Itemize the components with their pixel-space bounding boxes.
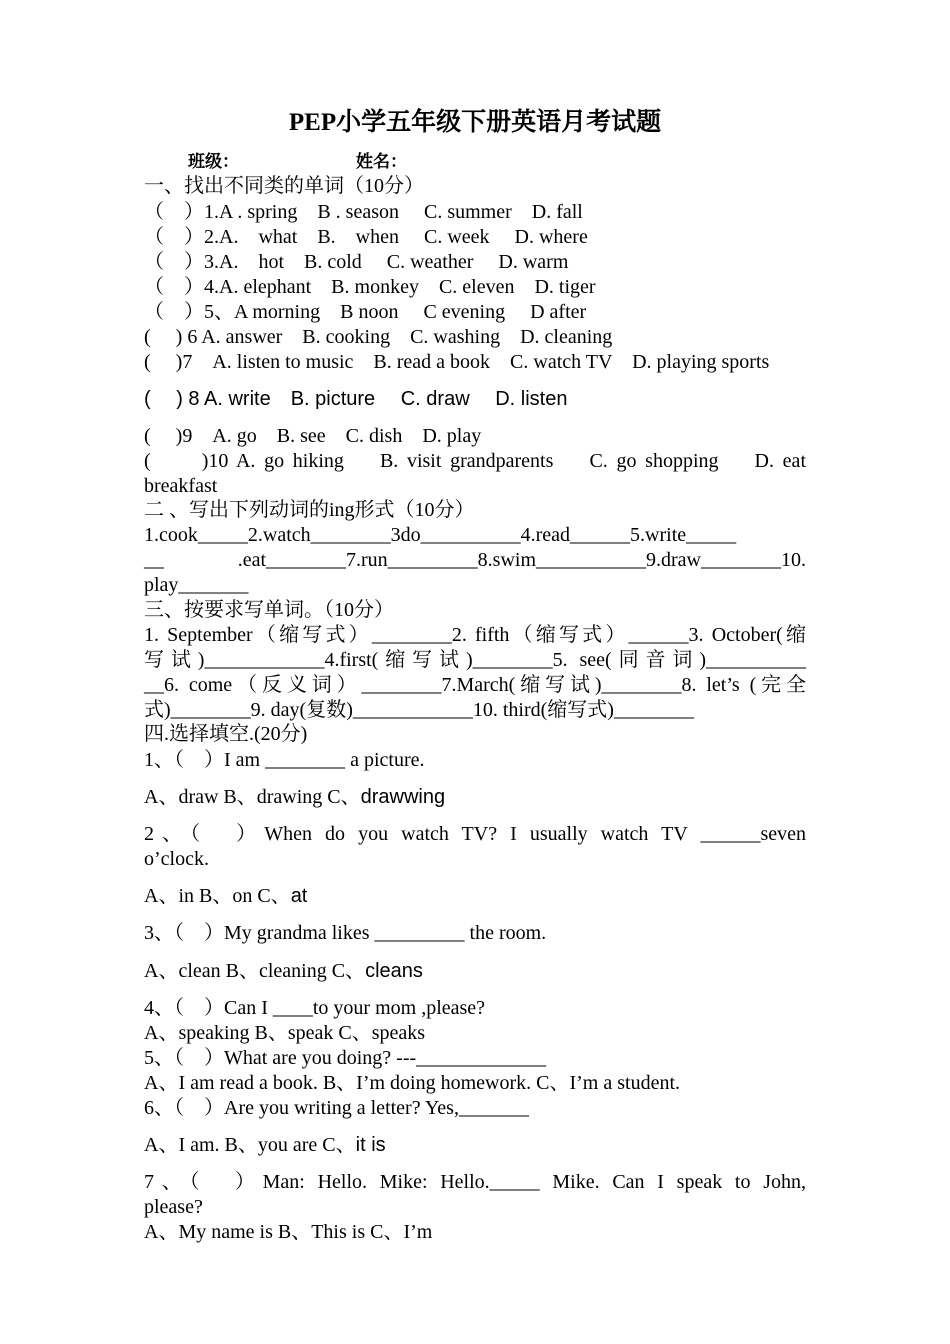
- question-7-options: A、My name is B、This is C、I’m: [144, 1221, 433, 1243]
- name-label: 姓名：: [356, 152, 407, 171]
- question-4: 4、（ ）Can I ____to your mom ,please?: [144, 997, 486, 1019]
- section1-item-9: ( )9 A. go B. see C. dish D. play: [144, 425, 482, 447]
- question-1-options-tail: drawwing: [360, 786, 446, 808]
- question-2-options-main: A、in B、on C、: [144, 885, 291, 907]
- section2-heading: 二 、写出下列动词的ing形式（10分）: [144, 499, 475, 521]
- question-4-options: A、speaking B、speak C、speaks: [144, 1022, 426, 1044]
- section3-heading: 三、按要求写单词。（10分）: [144, 599, 394, 621]
- question-2-line1: 2、（ ）When do you watch TV? I usually watch TV ______seven: [144, 823, 806, 845]
- class-label: 班级：: [188, 152, 239, 171]
- section1-heading: 一、找出不同类的单词（10分）: [144, 175, 424, 197]
- question-3: 3、（ ）My grandma likes _________ the room.: [144, 922, 547, 944]
- question-6: 6、（ ）Are you writing a letter? Yes,_______: [144, 1097, 529, 1119]
- section2-line-3: play_______: [144, 574, 249, 596]
- section1-item-4: （ ）4.A. elephant B. monkey C. eleven D. tiger: [144, 276, 596, 298]
- section1-item-5: （ ）5、A morning B noon C evening D after: [144, 301, 587, 323]
- question-2-options-tail: at: [290, 885, 308, 907]
- section1-item-7: ( )7 A. listen to music B. read a book C. watch TV D. playing sports: [144, 351, 770, 373]
- question-6-options-main: A、I am. B、you are C、: [144, 1134, 356, 1156]
- section1-item-3: （ ）3.A. hot B. cold C. weather D. warm: [144, 251, 569, 273]
- section1-item-10-line2: breakfast: [144, 475, 218, 497]
- section1-item-6: ( ) 6 A. answer B. cooking C. washing D. cleaning: [144, 326, 613, 348]
- section1-item-1: （ ）1.A . spring B . season C. summer D. fall: [144, 201, 583, 223]
- question-5: 5、（ ）What are you doing? ---_____________: [144, 1047, 547, 1069]
- section2-line-2: __ .eat________7.run_________8.swim___________9.draw________10.: [144, 549, 806, 571]
- question-1-options: [144, 785, 806, 810]
- question-3-options: [144, 959, 806, 984]
- question-7-line2: please?: [144, 1196, 203, 1218]
- question-2-options: [144, 884, 806, 909]
- question-6-options-tail: it is: [355, 1134, 386, 1156]
- section3-line-4: 式)________9. day(复数)____________10. third(缩写式)________: [144, 699, 694, 721]
- question-5-options: A、I am read a book. B、I’m doing homework. C、I’m a student.: [144, 1072, 681, 1094]
- section4-heading: 四.选择填空.(20分): [144, 723, 308, 745]
- section3-line-3: __6. come（反义词）________7.March(缩写试)________8. let’s (完全: [144, 674, 806, 696]
- section1-item-10-line1: ( )10 A. go hiking B. visit grandparents C. go shopping D. eat: [144, 450, 806, 472]
- section3-line-2: 写试)____________4.first(缩写试)________5. see(同音词)__________: [144, 649, 806, 671]
- question-1-options-main: A、draw B、drawing C、: [144, 786, 361, 808]
- section2-line-1: 1.cook_____2.watch________3do__________4.read______5.write_____: [144, 524, 737, 546]
- section1-item-2: （ ）2.A. what B. when C. week D. where: [144, 226, 588, 248]
- question-3-options-main: A、clean B、cleaning C、: [144, 960, 366, 982]
- question-7-line1: 7、（ ）Man: Hello. Mike: Hello._____ Mike. Can I speak to John,: [144, 1171, 806, 1193]
- exam-title: PEP小学五年级下册英语月考试题: [288, 109, 662, 136]
- question-1: 1、（ ）I am ________ a picture.: [144, 749, 425, 771]
- section3-line-1: 1. September（缩写式）________2. fifth（缩写式）______3. October(缩: [144, 624, 806, 646]
- question-6-options: [144, 1133, 806, 1158]
- section1-item-8: ( ) 8 A. write B. picture C. draw D. listen: [144, 388, 568, 410]
- question-2-line2: o’clock.: [144, 848, 209, 870]
- question-3-options-tail: cleans: [365, 960, 423, 982]
